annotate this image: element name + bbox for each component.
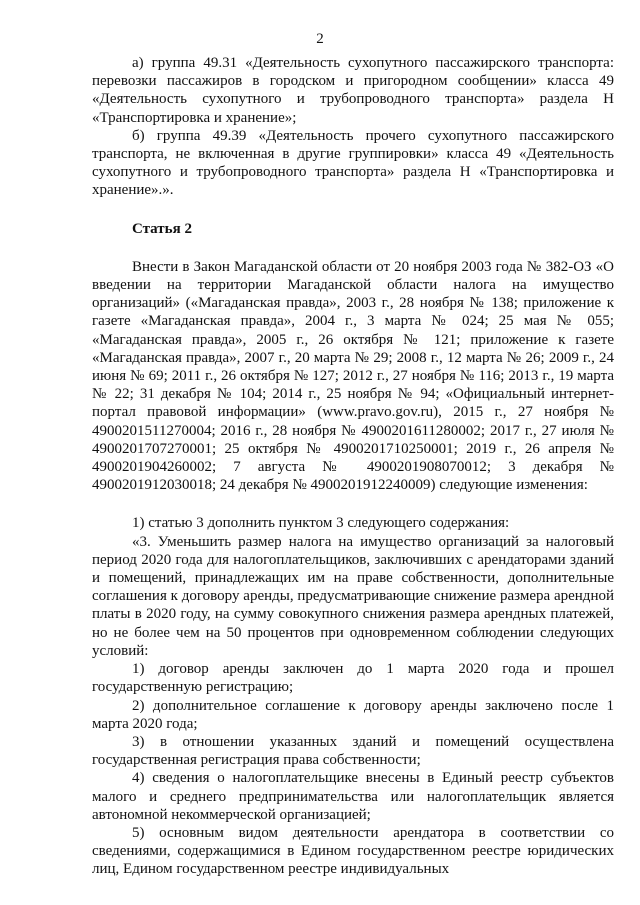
article-heading: Статья 2 <box>132 220 192 237</box>
paragraph-item-b: б) группа 49.39 «Деятельность прочего сухопутного пассажирского транспорта, не включенная в другие группировки» класса 49 «Деятельность сухопутного и трубопроводного транспорта» раздела H «Транспортировка и хранение».». <box>92 127 614 199</box>
condition-4: 4) сведения о налогоплательщике внесены в Единый реестр субъектов малого и среднего предпринимательства или налогоплательщик является автономной некоммерческой организацией; <box>92 770 614 823</box>
paragraph-item-a: а) группа 49.31 «Деятельность сухопутного пассажирского транспорта: перевозки пассажиров в городском и пригородном сообщении» класса 49 «Деятельность сухопутного и трубопроводного транспорта» раздела H «Транспортировка и хранение»; <box>92 55 614 126</box>
condition-2: 2) дополнительное соглашение к договору аренды заключено после 1 марта 2020 года; <box>92 697 614 732</box>
page-number: 2 <box>316 31 324 47</box>
condition-1: 1) договор аренды заключен до 1 марта 2020 года и прошел государственную регистрацию; <box>92 661 614 696</box>
condition-3: 3) в отношении указанных зданий и помещений осуществлена государственная регистрация права собственности; <box>92 733 614 769</box>
amendment-item-1: 1) статью 3 дополнить пунктом 3 следующего содержания: <box>132 515 510 532</box>
condition-5: 5) основным видом деятельности арендатора в соответствии со сведениями, содержащимися в Едином государственном реестре юридических лиц, Едином государственном реестре индивидуальных <box>92 824 614 878</box>
intro-paragraph: Внести в Закон Магаданской области от 20 ноября 2003 года № 382-ОЗ «О введении на территории Магаданской области налога на имущество организаций» («Магаданская правда», 2003 г., 28 ноября № 138; приложение к газете «Магаданская правда», 2004 г., 3 марта № 024; 25 мая № 055; «Магаданская правда», 2005 г., 26 октября № 121; приложение к газете «Магаданская правда», 2007 г., 20 марта № 29; 2008 г., 12 марта № 26; 2009 г., 24 июня № 69; 2011 г., 26 октября № 127; 2012 г., 27 ноября № 116; 2013 г., 19 марта № 22; 31 декабря № 104; 2014 г., 25 ноября № 94; «Официальный интернет-портал правовой информации» (www.pravo.gov.ru), 2015 г., 27 ноября № 4900201511270004; 2016 г., 28 ноября № 4900201611280002; 2017 г., 27 июля № 4900201707270001; 25 октября № 4900201710250001; 2019 г., 26 апреля № 4900201904260002; 7 августа № 4900201908070012; 3 декабря № 4900201912030018; 24 декабря № 4900201912240009) следующие изменения: <box>92 258 614 494</box>
document-body <box>92 54 614 879</box>
new-clause-3: «3. Уменьшить размер налога на имущество организаций за налоговый период 2020 года для налогоплательщиков, заключивших с арендаторами зданий и помещений, принадлежащих им на праве собственности, дополнительные соглашения к договору аренды, предусматривающие снижение размера арендной платы в 2020 году, на сумму совокупного снижения размера арендных платежей, но не более чем на 50 процентов при одновременном соблюдении следующих условий: <box>92 533 614 659</box>
